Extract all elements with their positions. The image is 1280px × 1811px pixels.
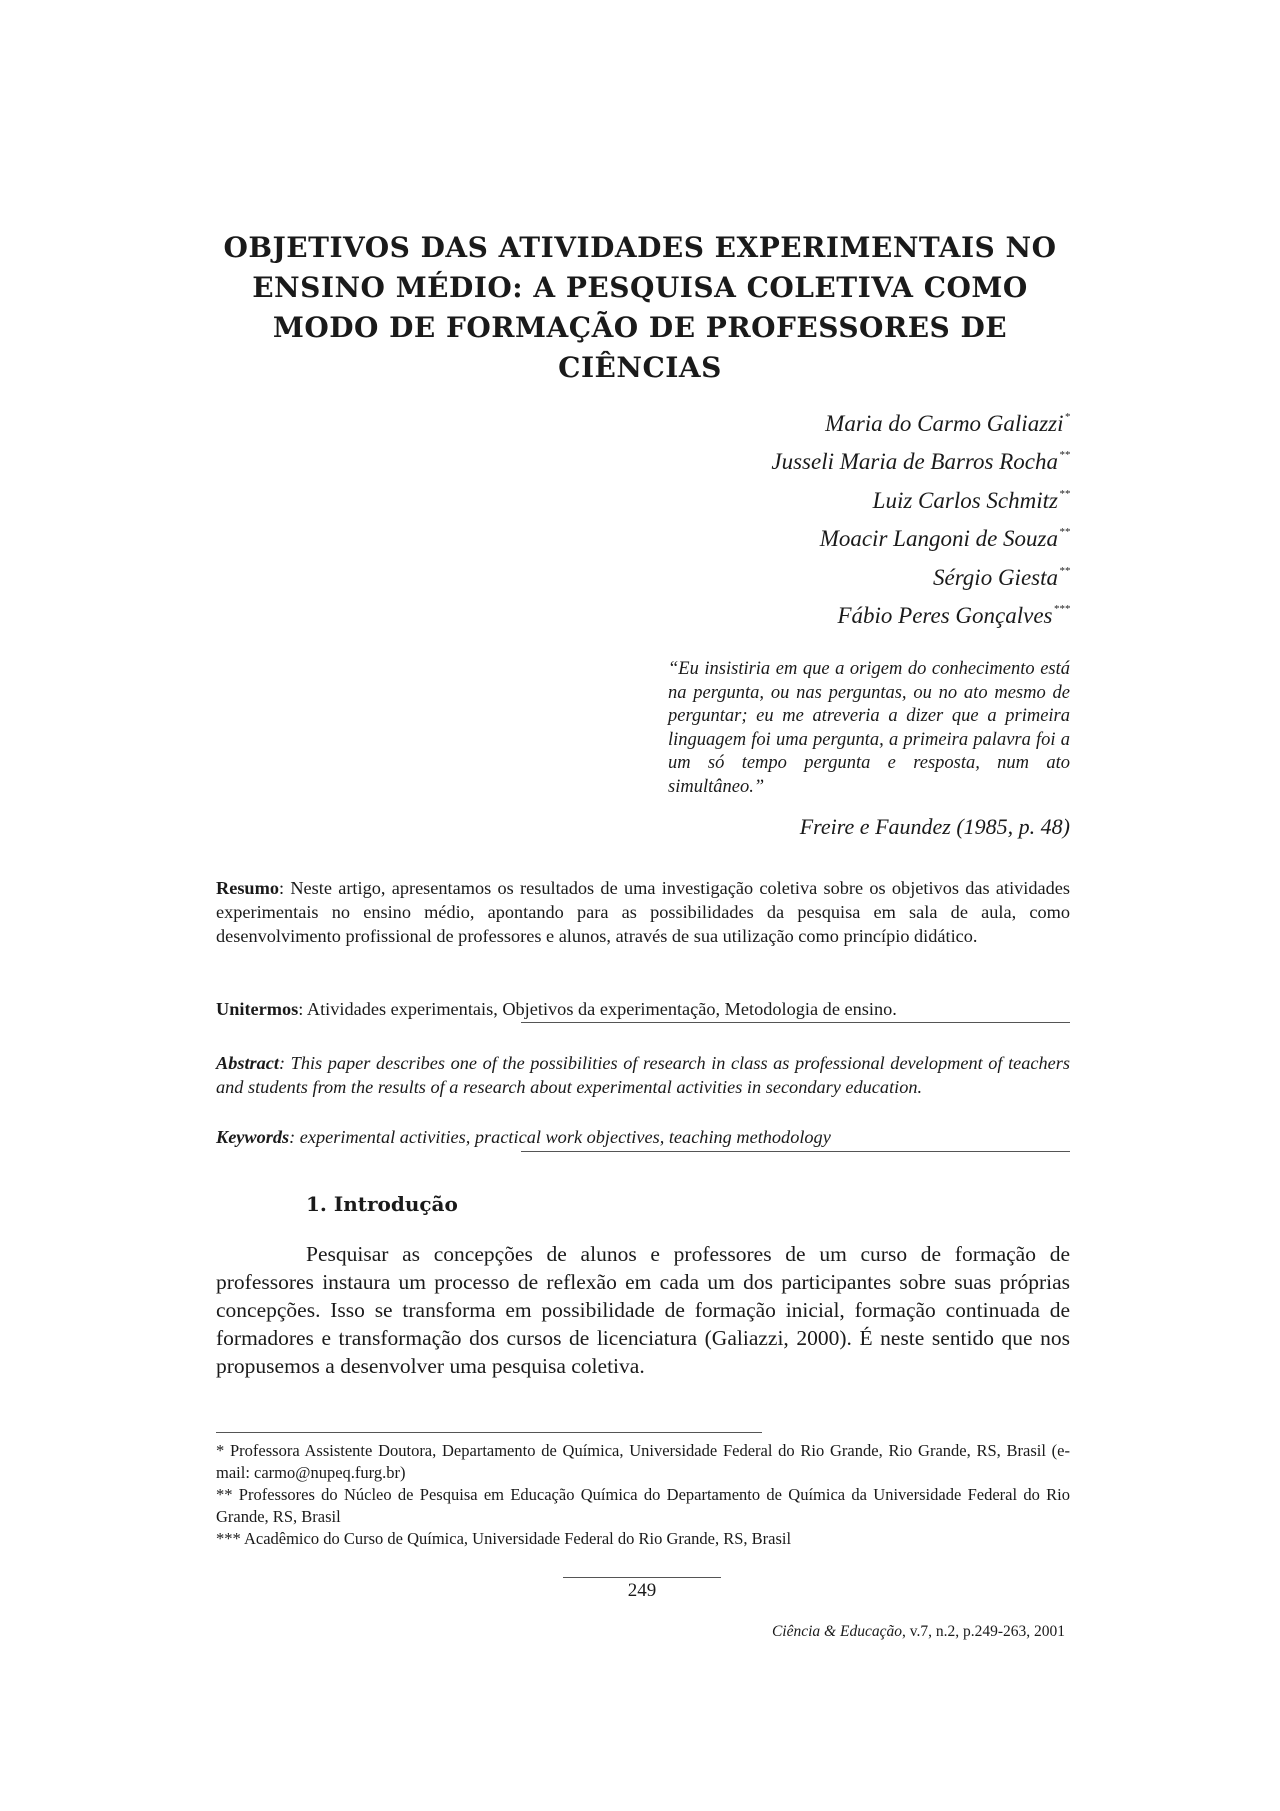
journal-citation: Ciência & Educação, v.7, n.2, p.249-263, 2001 xyxy=(771,1623,1065,1640)
author-footnote-mark: ** xyxy=(1059,487,1070,500)
section-heading: 1. Introdução xyxy=(306,1192,458,1216)
footnote: * Professora Assistente Doutora, Departamento de Química, Universidade Federal do Rio Grande, Rio Grande, RS, Brasil (e-mail: carmo@nupeq.furg.br) xyxy=(216,1441,1070,1482)
keywords-divider xyxy=(521,1151,1070,1152)
author-footnote-mark: ** xyxy=(1059,564,1070,577)
paper-title xyxy=(220,228,1060,388)
footnotes xyxy=(216,1440,1070,1550)
author-footnote-mark: ** xyxy=(1059,449,1070,462)
title-line: ENSINO MÉDIO: A PESQUISA COLETIVA COMO xyxy=(252,271,1028,304)
title-line: MODO DE FORMAÇÃO DE PROFESSORES DE xyxy=(272,311,1008,344)
author-footnote-mark: *** xyxy=(1053,602,1070,615)
unitermos-label: Unitermos xyxy=(216,999,299,1019)
author-footnote-mark: * xyxy=(1064,411,1070,423)
author-list xyxy=(771,398,1070,628)
unitermos-divider xyxy=(521,1022,1070,1023)
author: Sérgio Giesta** xyxy=(933,564,1070,590)
author-footnote-mark: ** xyxy=(1059,526,1070,539)
title-line: CIÊNCIAS xyxy=(558,351,722,384)
intro-paragraph: Pesquisar as concepções de alunos e professores de um curso de formação de professores instaura um processo de reflexão em cada um dos participantes sobre suas próprias concepções. Isso se transforma em possibilidade de formação inicial, formação continuada de formadores e transformação dos cursos de licenciatura (Galiazzi, 2000). É neste sentido que nos propusemos a desenvolver uma pesquisa coletiva. xyxy=(216,1242,1070,1378)
epigraph-source: Freire e Faundez (1985, p. 48) xyxy=(799,814,1070,839)
epigraph-quote: “Eu insistiria em que a origem do conhecimento está na pergunta, ou nas perguntas, ou no ato mesmo de perguntar; eu me atreveria a dizer que a primeira linguagem foi uma pergunta, a primeira palavra foi a um só tempo pergunta e resposta, num ato simultâneo.” xyxy=(668,659,1070,797)
footnote-divider xyxy=(216,1432,762,1433)
keywords-label: Keywords xyxy=(216,1127,290,1147)
author: Maria do Carmo Galiazzi* xyxy=(825,411,1070,436)
footnote: ** Professores do Núcleo de Pesquisa em Educação Química do Departamento de Química da Universidade Federal do Rio Grande, RS, Brasil xyxy=(216,1485,1070,1526)
footnote: *** Acadêmico do Curso de Química, Universidade Federal do Rio Grande, RS, Brasil xyxy=(216,1529,792,1548)
unitermos-line: Unitermos: Atividades experimentais, Objetivos da experimentação, Metodologia de ensino. xyxy=(216,999,897,1019)
resumo-paragraph: Resumo: Neste artigo, apresentamos os resultados de uma investigação coletiva sobre os objetivos das atividades experimentais no ensino médio, apontando para as possibilidades da pesquisa em sala de aula, como desenvolvimento profissional de professores e alunos, através de sua utilização como princípio didático. xyxy=(216,878,1070,946)
page-number: 249 xyxy=(627,1580,657,1601)
abstract-label: Abstract xyxy=(216,1053,279,1073)
page-number-divider xyxy=(563,1577,721,1578)
keywords-line: Keywords: experimental activities, practical work objectives, teaching methodology xyxy=(216,1127,831,1147)
title-line: OBJETIVOS DAS ATIVIDADES EXPERIMENTAIS NO xyxy=(223,231,1057,264)
journal-name: Ciência & Educação xyxy=(771,1623,902,1640)
abstract-paragraph: Abstract: This paper describes one of the possibilities of research in class as professional development of teachers and students from the results of a research about experimental activities in secondary education. xyxy=(216,1053,1070,1097)
author: Luiz Carlos Schmitz** xyxy=(872,487,1070,513)
author: Fábio Peres Gonçalves*** xyxy=(837,602,1070,628)
author: Jusseli Maria de Barros Rocha** xyxy=(771,449,1070,475)
author: Moacir Langoni de Souza** xyxy=(819,526,1070,552)
resumo-label: Resumo xyxy=(216,878,279,898)
